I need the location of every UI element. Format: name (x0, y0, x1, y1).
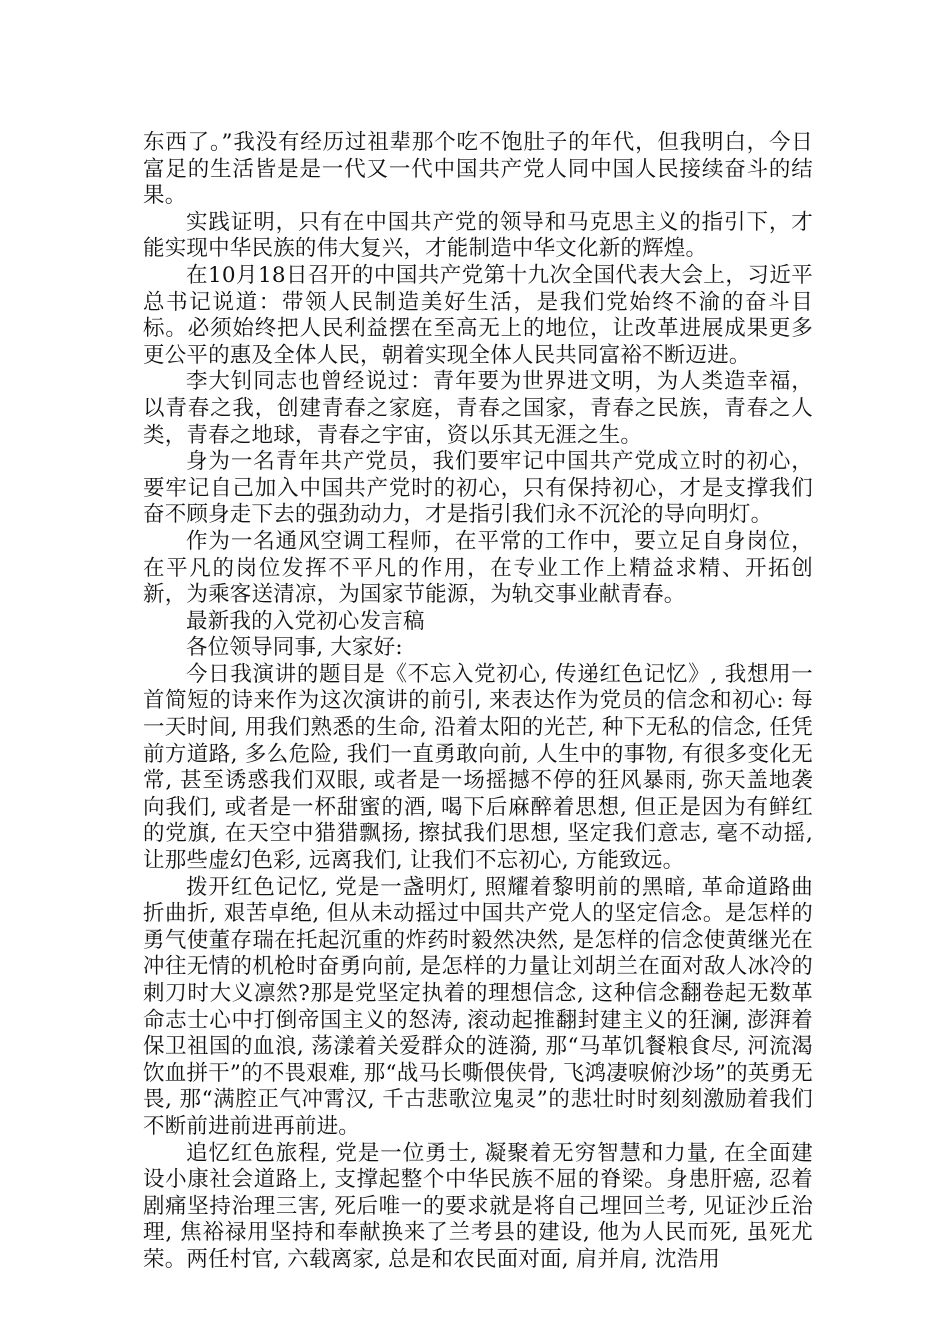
paragraph: 实践证明，只有在中国共产党的领导和马克思主义的指引下，才能实现中华民族的伟大复兴，才能制造中华文化新的辉煌。 (143, 209, 813, 262)
paragraph: 追忆红色旅程, 党是一位勇士, 凝聚着无穷智慧和力量, 在全面建设小康社会道路上, 支撑起整个中华民族不屈的脊梁。身患肝癌, 忍着剧痛坚持治理三害, 死后唯一的要求就是将自己埋回兰考, 见证沙丘治理, 焦裕禄用坚持和奉献换来了兰考县的建设, 他为人民而死, 虽死尤荣。两任村官, 六载离家, 总是和农民面对面, 肩并肩, 沈浩用 (143, 1140, 813, 1272)
paragraph: 作为一名通风空调工程师，在平常的工作中，要立足自身岗位，在平凡的岗位发挥不平凡的作用，在专业工作上精益求精、开拓创新，为乘客送清凉，为国家节能源，为轨交事业献青春。 (143, 528, 813, 608)
paragraph: 在10月18日召开的中国共产党第十九次全国代表大会上，习近平总书记说道：带领人民制造美好生活，是我们党始终不渝的奋斗目标。必须始终把人民利益摆在至高无上的地位，让改革进展成果更多更公平的惠及全体人民，朝着实现全体人民共同富裕不断迈进。 (143, 262, 813, 368)
section-title: 最新我的入党初心发言稿 (186, 608, 425, 634)
paragraph-continuation: 东西了。”我没有经历过祖辈那个吃不饱肚子的年代，但我明白，今日富足的生活皆是是一代又一代中国共产党人同中国人民接续奋斗的结果。 (143, 130, 813, 209)
paragraph: 身为一名青年共产党员，我们要牢记中国共产党成立时的初心，要牢记自己加入中国共产党时的初心，只有保持初心，才是支撑我们奋不顾身走下去的强劲动力，才是指引我们永不沉沦的导向明灯。 (143, 449, 813, 528)
greeting: 各位领导同事, 大家好: (186, 635, 403, 661)
document-body (143, 130, 813, 1274)
paragraph: 李大钊同志也曾经说过：青年要为世界进文明，为人类造幸福，以青春之我，创建青春之家庭，青春之国家，青春之民族，青春之人类，青春之地球，青春之宇宙，资以乐其无涯之生。 (143, 369, 813, 448)
paragraph: 今日我演讲的题目是《不忘入党初心, 传递红色记忆》, 我想用一首简短的诗来作为这次演讲的前引, 来表达作为党员的信念和初心: 每一天时间, 用我们熟悉的生命, 沿着太阳的光芒, 种下无私的信念, 任凭前方道路, 多么危险, 我们一直勇敢向前, 人生中的事物, 有很多变化无常, 甚至诱惑我们双眼, 或者是一场摇撼不停的狂风暴雨, 弥天盖地袭向我们, 或者是一杯甜蜜的酒, 喝下后麻醉着思想, 但正是因为有鲜红的党旗, 在天空中猎猎飘扬, 擦拭我们思想, 坚定我们意志, 毫不动摇, 让那些虚幻色彩, 远离我们, 让我们不忘初心, 方能致远。 (143, 661, 813, 874)
paragraph: 拨开红色记忆, 党是一盏明灯, 照耀着黎明前的黑暗, 革命道路曲折曲折, 艰苦卓绝, 但从未动摇过中国共产党人的坚定信念。是怎样的勇气使董存瑞在托起沉重的炸药时毅然决然, 是怎样的信念使黄继光在冲往无情的机枪时奋勇向前, 是怎样的力量让刘胡兰在面对敌人冰冷的刺刀时大义凛然?那是党坚定执着的理想信念, 这种信念翻卷起无数革命志士心中打倒帝国主义的怒涛, 滚动起推翻封建主义的狂澜, 澎湃着保卫祖国的血浪, 荡漾着关爱群众的涟漪, 那“马革饥餐粮食尽, 河流渴饮血拼干”的不畏艰难, 那“战马长嘶偎侠骨, 飞鸿凄唳俯沙场”的英勇无畏, 那“满腔正气冲霄汉, 千古悲歌泣鬼灵”的悲壮时时刻刻激励着我们不断前进前进再前进。 (143, 874, 813, 1139)
